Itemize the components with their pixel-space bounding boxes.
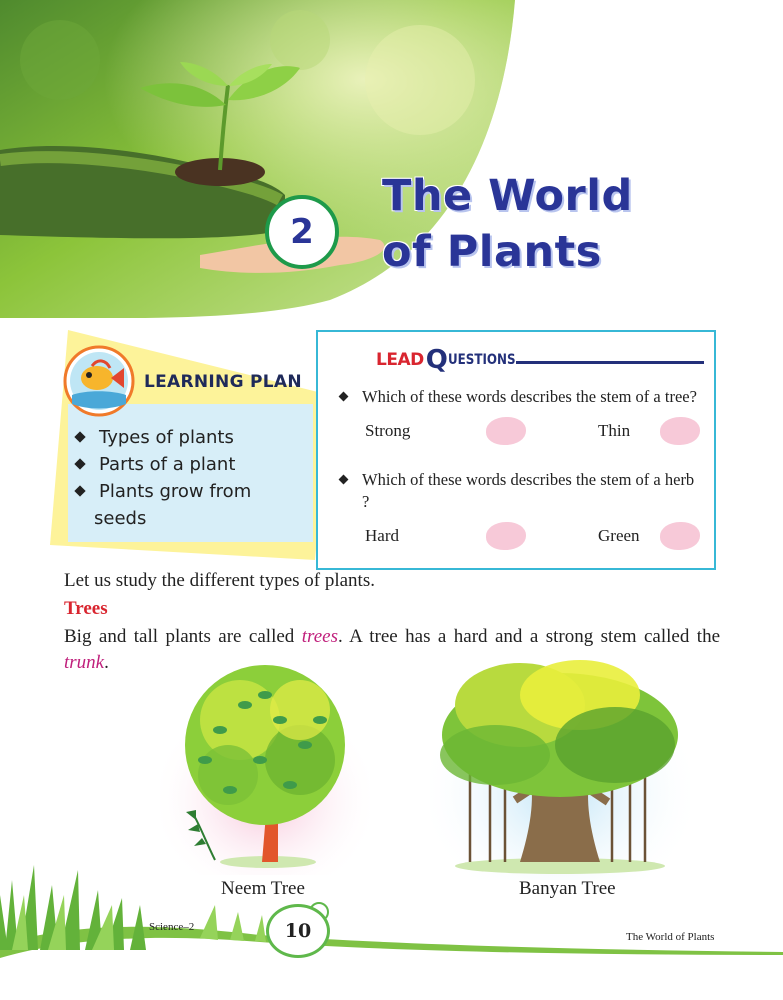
- neem-tree-illustration: [160, 665, 370, 875]
- option-label: Thin: [598, 421, 631, 440]
- section-heading: Trees: [64, 598, 108, 619]
- chapter-title-line-1: The World: [382, 171, 633, 221]
- page-number: 10: [266, 904, 330, 958]
- learning-plan-title: LEARNING PLAN: [144, 372, 302, 392]
- learning-plan-item: Types of plants: [72, 424, 312, 451]
- learning-plan-item: Plants grow from: [72, 478, 312, 505]
- question-text: Which of these words describes the stem of a herb ?: [362, 470, 695, 511]
- footer-book-title: Science–2: [149, 921, 195, 933]
- term-trunk: trunk: [64, 652, 105, 673]
- question-q-letter: Q: [425, 345, 448, 375]
- learning-plan-item-continued: seeds: [94, 508, 147, 529]
- learning-plan-item: Parts of a plant: [72, 451, 312, 478]
- banyan-tree-label: Banyan Tree: [519, 878, 616, 899]
- intro-text: Let us study the different types of plants.: [64, 570, 375, 591]
- questions-word: UESTIONS: [447, 352, 516, 368]
- option-label: Hard: [365, 526, 399, 545]
- option-label: Strong: [365, 421, 411, 440]
- chapter-title-line-2: of Plants: [382, 227, 602, 277]
- option-label: Green: [598, 526, 640, 545]
- question-text: Which of these words describes the stem of a tree?: [362, 387, 697, 406]
- chapter-number-badge: 2: [265, 195, 339, 269]
- lead-word: LEAD: [376, 350, 424, 370]
- banyan-tree-illustration: [430, 660, 690, 880]
- term-trees: trees: [301, 626, 338, 647]
- footer-chapter-name: The World of Plants: [626, 931, 715, 943]
- trees-paragraph: Big and tall plants are called trees. A tree has a hard and a strong stem called the trunk.: [64, 626, 720, 673]
- neem-tree-label: Neem Tree: [221, 878, 305, 899]
